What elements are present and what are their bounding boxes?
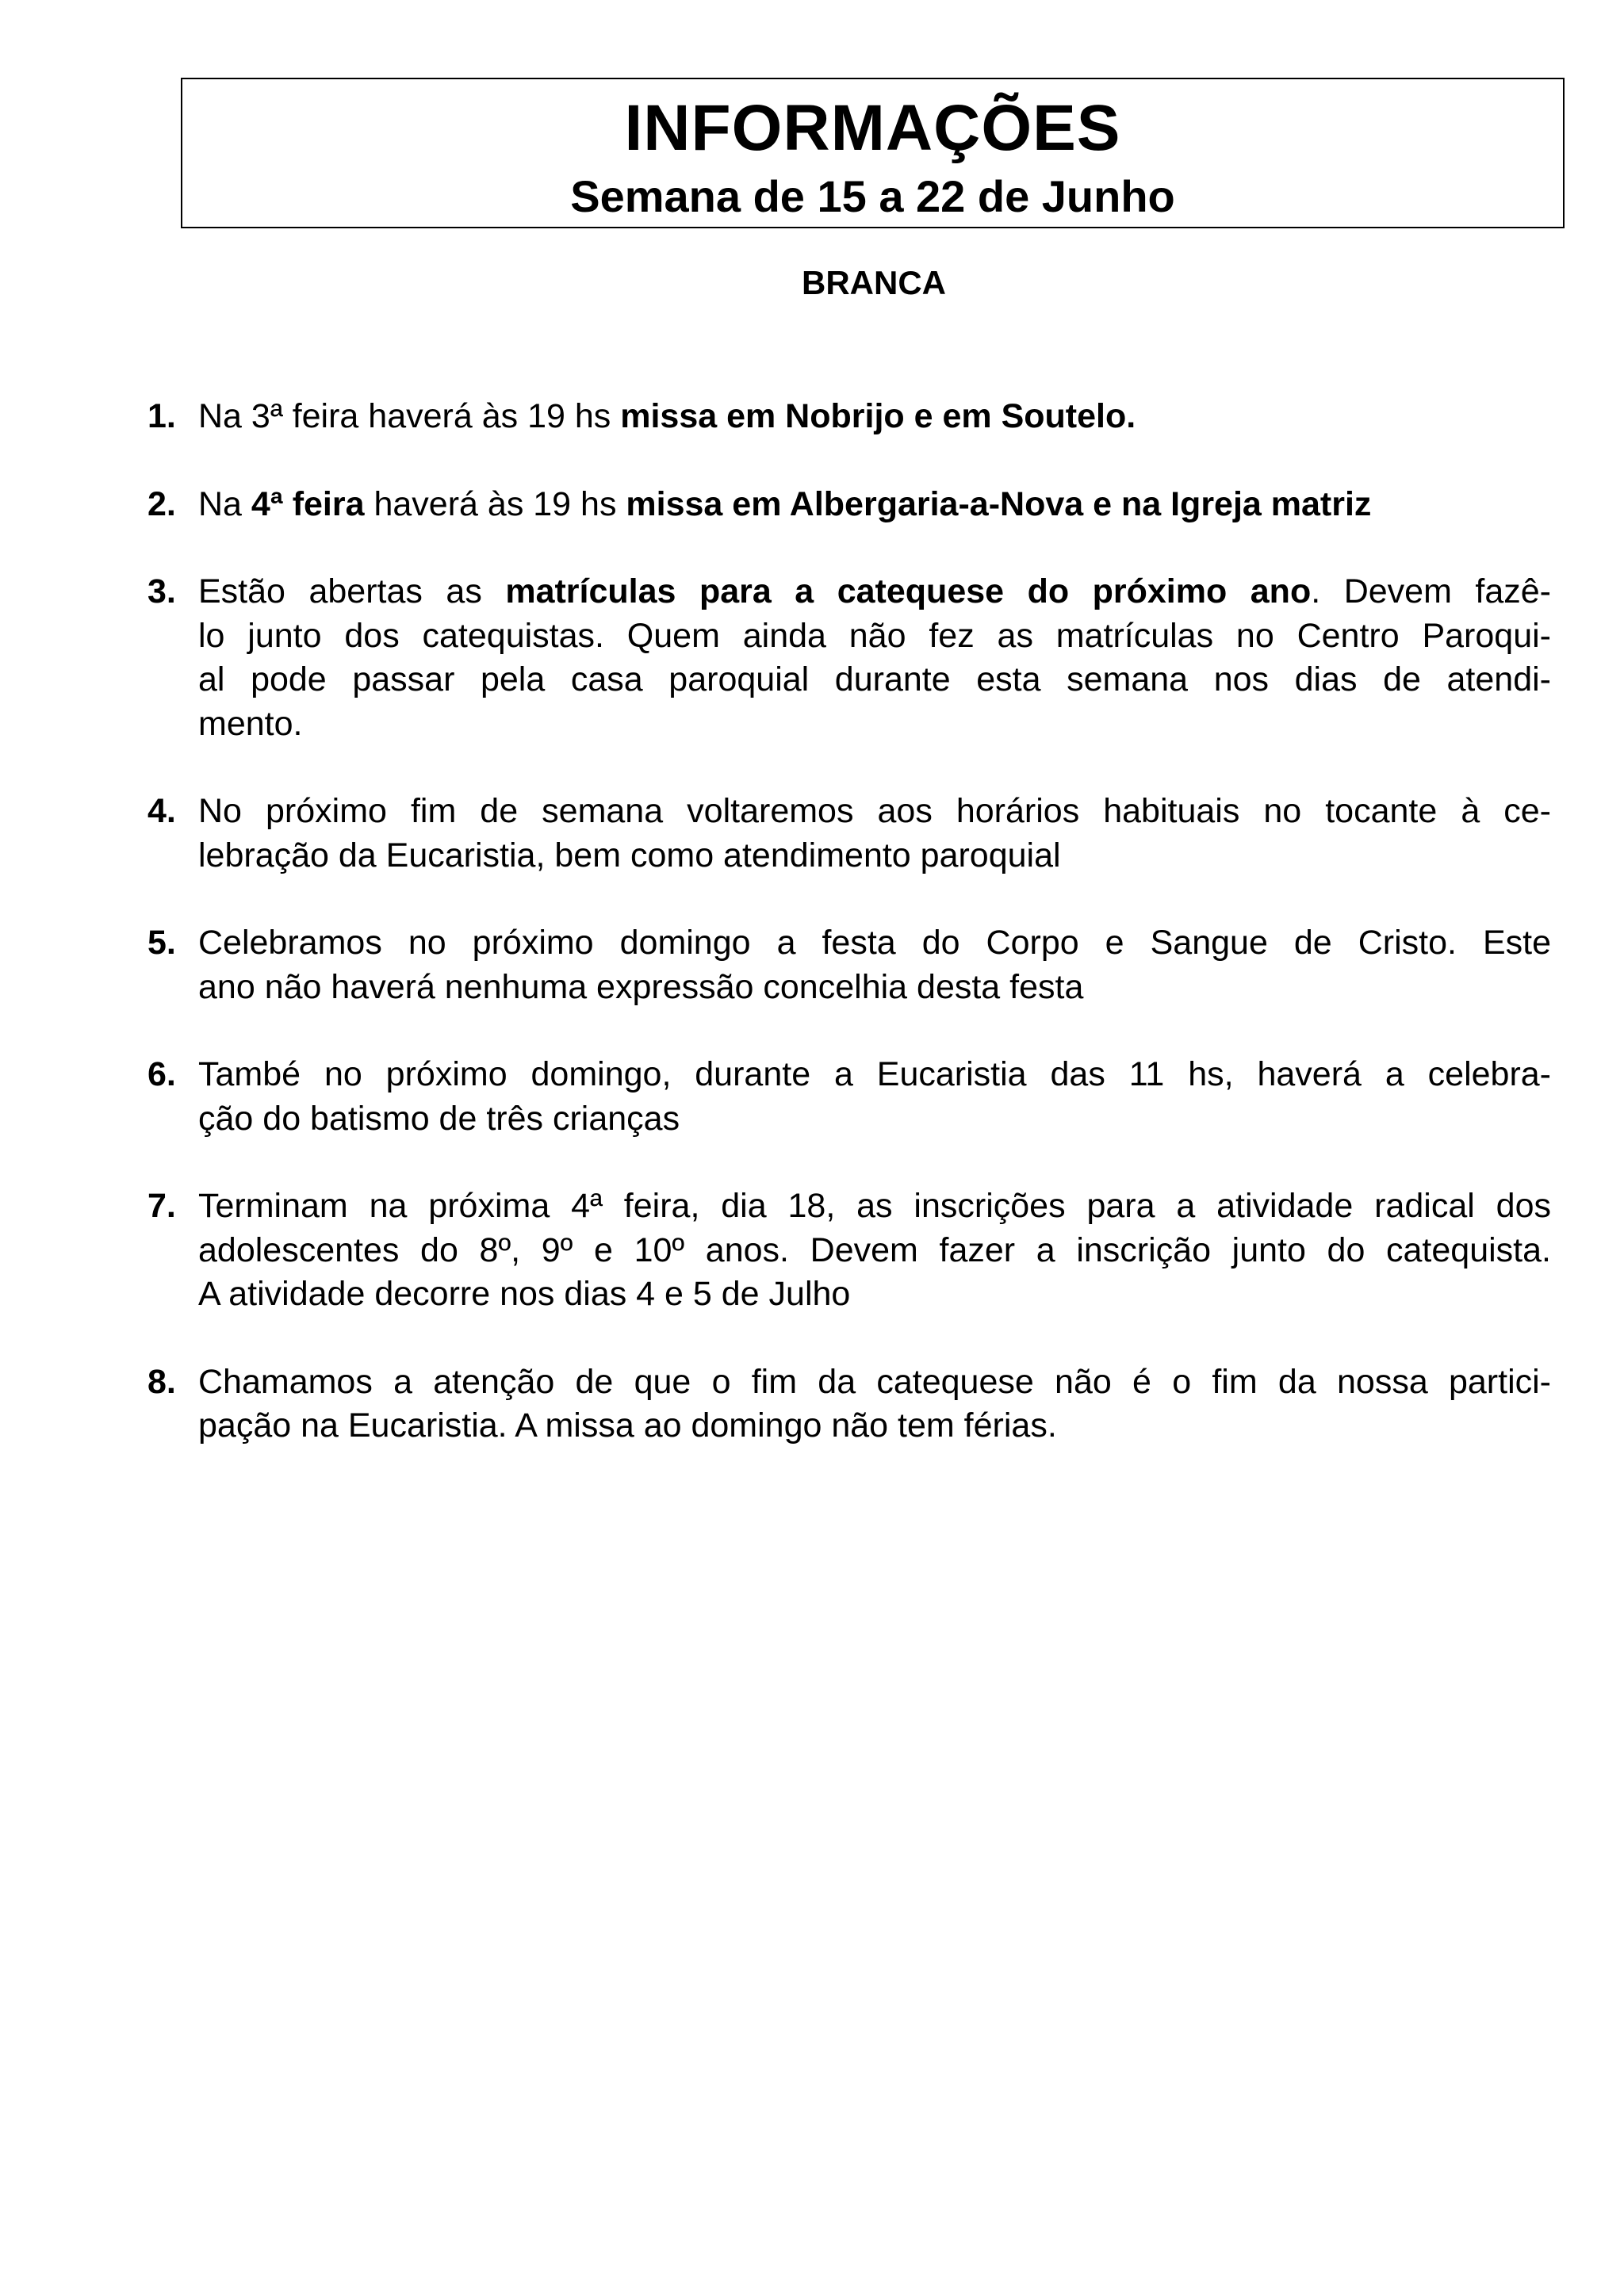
- notice-text: [198, 1184, 1551, 1317]
- notice-number: 4.: [147, 792, 176, 830]
- page-subtitle: Semana de 15 a 22 de Junho: [570, 171, 1175, 221]
- notice-line: Chamamos a atenção de que o fim da catequese não é o fim da nossa partici-: [198, 1362, 1551, 1401]
- notice-item-7: [147, 1184, 1551, 1317]
- notice-line: [198, 395, 1551, 439]
- notice-line: Celebramos no próximo domingo a festa do Corpo e Sangue de Cristo. Este: [198, 924, 1551, 962]
- text-run-bold: missa em Albergaria-a-Nova e na Igreja matriz: [626, 484, 1372, 523]
- notice-line: Terminam na próxima 4ª feira, dia 18, as inscrições para a atividade radical dos: [198, 1187, 1551, 1225]
- text-run: haverá às 19 hs: [364, 484, 626, 523]
- notice-item-6: [147, 1053, 1551, 1141]
- notice-number: 5.: [147, 924, 176, 962]
- notice-line: lo junto dos catequistas. Quem ainda não fez as matrículas no Centro Paroqui-: [198, 616, 1551, 655]
- text-run: . Devem fazê-: [1311, 572, 1552, 610]
- notice-text: [198, 395, 1551, 439]
- notice-line: No próximo fim de semana voltaremos aos horários habituais no tocante à ce-: [198, 792, 1551, 830]
- notice-number: 7.: [147, 1187, 176, 1225]
- notice-item-1: [147, 395, 1551, 439]
- notice-text: [198, 570, 1551, 746]
- page-title: INFORMAÇÕES: [624, 92, 1121, 164]
- notice-line: lebração da Eucaristia, bem como atendimento paroquial: [198, 836, 1061, 874]
- section-label: BRANCA: [802, 264, 946, 301]
- notice-line: [198, 570, 1551, 614]
- notice-item-5: [147, 921, 1551, 1009]
- notice-number: 2.: [147, 484, 176, 523]
- text-run: Estão abertas as: [198, 572, 506, 610]
- notice-number: 8.: [147, 1362, 176, 1401]
- notice-text: [198, 921, 1551, 1009]
- notice-line: adolescentes do 8º, 9º e 10º anos. Devem fazer a inscrição junto do catequista.: [198, 1230, 1551, 1269]
- text-run: Na: [198, 484, 251, 523]
- notice-line: També no próximo domingo, durante a Eucaristia das 11 hs, haverá a celebra-: [198, 1055, 1551, 1093]
- notice-text: [198, 483, 1551, 527]
- notices-list: [147, 395, 1551, 1448]
- text-run-bold: 4ª feira: [251, 484, 365, 523]
- notice-text: [198, 1053, 1551, 1141]
- notice-text: [198, 1360, 1551, 1448]
- notice-number: 3.: [147, 572, 176, 610]
- notice-line: A atividade decorre nos dias 4 e 5 de Julho: [198, 1275, 851, 1313]
- notice-line: ção do batismo de três crianças: [198, 1099, 680, 1138]
- notice-text: [198, 790, 1551, 878]
- notice-number: 6.: [147, 1055, 176, 1093]
- notice-item-2: [147, 483, 1551, 527]
- notice-line: al pode passar pela casa paroquial durante esta semana nos dias de atendi-: [198, 660, 1551, 698]
- notice-item-4: [147, 790, 1551, 878]
- notice-item-3: [147, 570, 1551, 746]
- notice-line: [198, 483, 1551, 527]
- notice-item-8: [147, 1360, 1551, 1448]
- header-box: [181, 78, 1565, 228]
- text-run-bold: matrículas para a catequese do próximo ano: [505, 572, 1312, 610]
- notice-line: ano não haverá nenhuma expressão concelhia desta festa: [198, 967, 1084, 1006]
- text-run: Na 3ª feira haverá às 19 hs: [198, 397, 621, 435]
- notice-line: mento.: [198, 704, 303, 743]
- text-run-bold: missa em Nobrijo e em Soutelo.: [620, 397, 1136, 435]
- notice-number: 1.: [147, 397, 176, 435]
- notice-line: pação na Eucaristia. A missa ao domingo não tem férias.: [198, 1406, 1057, 1445]
